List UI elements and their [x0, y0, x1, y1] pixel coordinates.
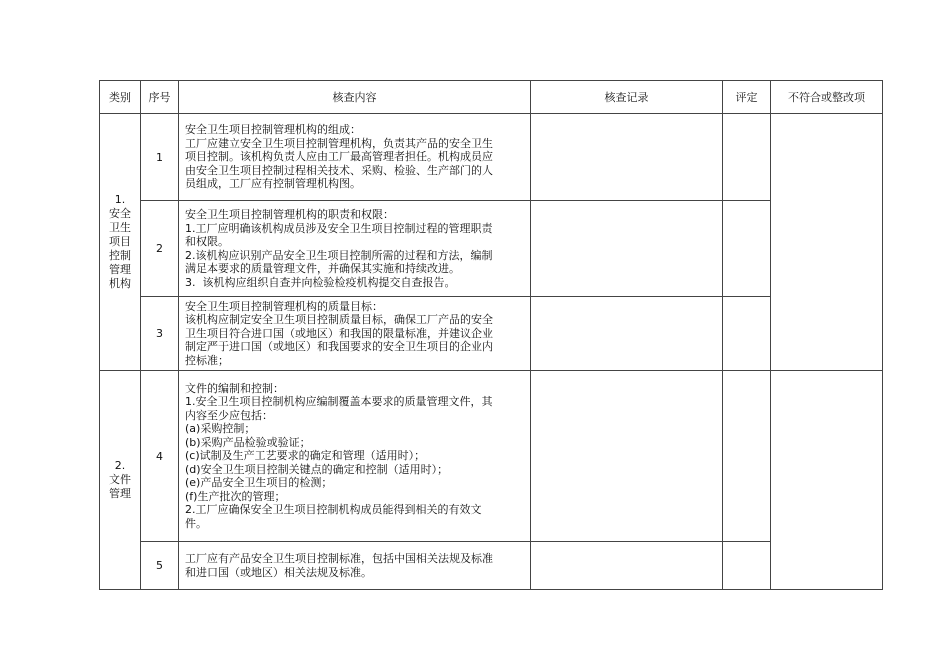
content-cell	[179, 114, 531, 201]
table-row	[100, 114, 883, 201]
record-cell[interactable]	[531, 542, 723, 590]
header-nonconform: 不符合或整改项	[771, 81, 883, 114]
table-row	[100, 371, 883, 542]
content-line: 该机构应制定安全卫生项目控制质量目标，确保工厂产品的安全	[185, 313, 493, 327]
category-number: 1.	[114, 193, 126, 206]
content-line: 2.工厂应确保安全卫生项目控制机构成员能得到相关的有效文	[185, 503, 482, 517]
header-rating: 评定	[723, 81, 771, 114]
category-title-part: 控制	[109, 249, 131, 262]
content-line: (a)采购控制；	[185, 422, 256, 436]
content-line: 控标准；	[185, 353, 229, 367]
header-content: 核查内容	[179, 81, 531, 114]
content-line: 2.该机构应识别产品安全卫生项目控制所需的过程和方法，编制	[185, 248, 493, 262]
content-line: 内容至少应包括：	[185, 408, 273, 422]
category-title-part: 机构	[109, 277, 131, 290]
content-line: 3. 该机构应组织自查并向检验检疫机构提交自查报告。	[185, 275, 456, 289]
category-title-part: 管理	[109, 263, 131, 276]
rating-cell[interactable]	[723, 371, 771, 542]
content-line: 和权限。	[185, 235, 229, 248]
rating-cell[interactable]	[723, 114, 771, 201]
table-row	[100, 201, 883, 297]
header-category: 类别	[100, 81, 141, 114]
content-line: 安全卫生项目控制管理机构的职责和权限：	[185, 208, 394, 221]
content-cell	[179, 542, 531, 590]
content-line: 工厂应有产品安全卫生项目控制标准，包括中国相关法规及标准	[185, 552, 493, 565]
rating-cell[interactable]	[723, 201, 771, 297]
content-line: (f)生产批次的管理；	[185, 489, 286, 503]
content-line: 1.工厂应明确该机构成员涉及安全卫生项目控制过程的管理职责	[185, 221, 493, 235]
content-line: 项目控制。该机构负责人应由工厂最高管理者担任。机构成员应	[185, 150, 493, 164]
category-title-part: 卫生	[109, 221, 131, 234]
seq-cell: 2	[141, 201, 179, 297]
content-cell	[179, 201, 531, 297]
seq-cell: 4	[141, 371, 179, 542]
header-record: 核查记录	[531, 81, 723, 114]
rating-cell[interactable]	[723, 542, 771, 590]
nonconform-cell[interactable]	[771, 371, 883, 590]
content-line: 制定严于进口国（或地区）和我国要求的安全卫生项目的企业内	[185, 340, 493, 354]
header-seq: 序号	[141, 81, 179, 114]
record-cell[interactable]	[531, 114, 723, 201]
content-line: (b)采购产品检验或验证；	[185, 435, 311, 449]
header-row	[100, 81, 883, 114]
content-line: 1.安全卫生项目控制机构应编制覆盖本要求的质量管理文件，其	[185, 395, 493, 409]
record-cell[interactable]	[531, 201, 723, 297]
content-line: 文件的编制和控制：	[185, 381, 284, 395]
content-line: 卫生项目符合进口国（或地区）和我国的限量标准，并建议企业	[185, 326, 493, 340]
content-line: 和进口国（或地区）相关法规及标准。	[185, 565, 372, 579]
table-row	[100, 297, 883, 371]
inspection-table	[99, 80, 883, 590]
content-line: (c)试制及生产工艺要求的确定和管理（适用时）；	[185, 449, 426, 463]
category-title-part: 安全	[109, 207, 131, 220]
content-cell	[179, 371, 531, 542]
seq-cell: 1	[141, 114, 179, 201]
content-line: 安全卫生项目控制管理机构的组成：	[185, 123, 361, 137]
nonconform-cell[interactable]	[771, 114, 883, 371]
record-cell[interactable]	[531, 297, 723, 371]
category-number: 2.	[114, 459, 126, 472]
rating-cell[interactable]	[723, 297, 771, 371]
table-row	[100, 542, 883, 590]
category-cell-2	[100, 371, 141, 590]
content-line: 满足本要求的质量管理文件，并确保其实施和持续改进。	[185, 262, 460, 275]
seq-cell: 3	[141, 297, 179, 371]
content-line: 安全卫生项目控制管理机构的质量目标：	[185, 299, 383, 313]
record-cell[interactable]	[531, 371, 723, 542]
content-line: 件。	[185, 516, 207, 530]
category-title-part: 管理	[109, 487, 131, 500]
content-line: 由安全卫生项目控制过程相关技术、采购、检验、生产部门的人	[185, 163, 493, 177]
seq-cell: 5	[141, 542, 179, 590]
content-line: 员组成，工厂应有控制管理机构图。	[185, 177, 361, 191]
content-line: 工厂应建立安全卫生项目控制管理机构，负责其产品的安全卫生	[185, 136, 493, 150]
category-cell-1	[100, 114, 141, 371]
category-title-part: 项目	[109, 235, 131, 248]
content-line: (e)产品安全卫生项目的检测；	[185, 476, 333, 490]
content-line: (d)安全卫生项目控制关键点的确定和控制（适用时）；	[185, 462, 449, 476]
category-title-part: 文件	[109, 473, 131, 486]
content-cell	[179, 297, 531, 371]
